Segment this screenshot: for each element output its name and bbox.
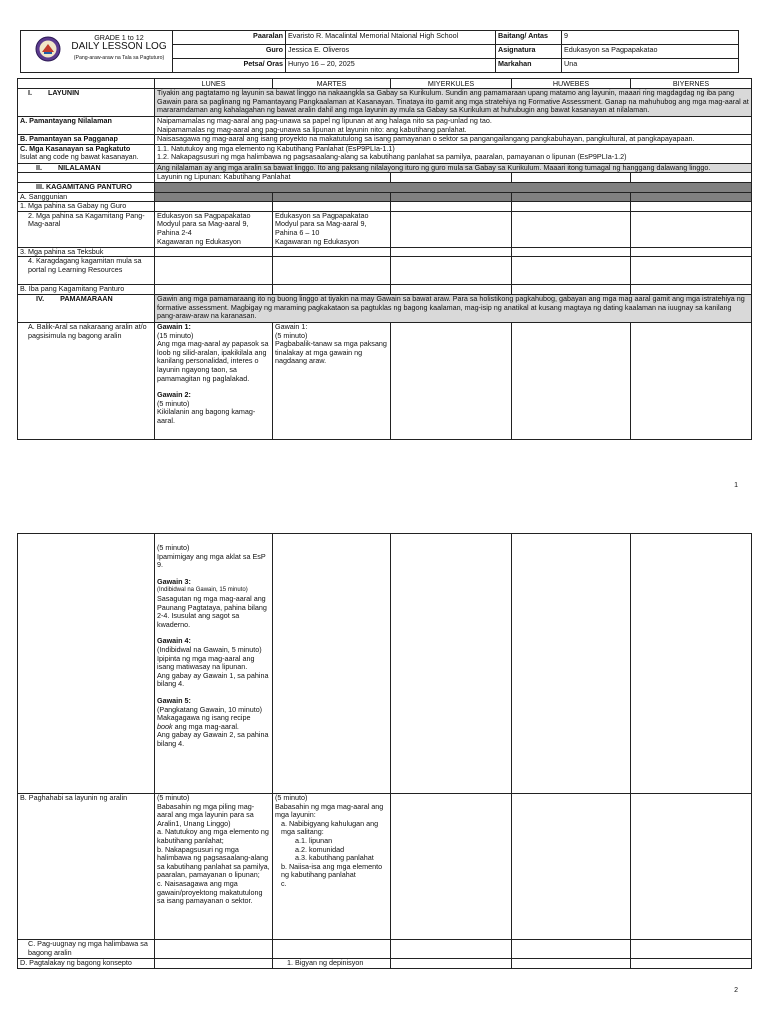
dll-subtitle: (Pang-araw-araw na Tala sa Pagtuturo) (73, 55, 165, 61)
balik-aral-martes-line: (5 minuto) (275, 330, 308, 340)
kagamitan-martes-line: Pahina 6 – 10 (275, 227, 320, 237)
gawain-5-line: Ang gabay ay Gawain 2, sa pahina bilang 4. (157, 730, 269, 748)
balik-aral-martes (273, 322, 391, 439)
gawain-5-line: Makagagawa ng isang recipe (157, 713, 251, 723)
day-biyernes: BIYERNES (631, 79, 752, 89)
nilalaman-text: Ang nilalaman ay ang mga aralin sa bawat linggo. Ito ang paksang nilalayong ituro ng guro mula sa Gabay sa Kurikulum. Maaari itong tumagal ng hanggang dalawang linggo. (155, 163, 752, 173)
balik-aral-label: A. Balik-Aral sa nakaraang aralin at/o pagsisimula ng bagong aralin (18, 322, 155, 439)
gawain-5-italic: book (157, 721, 173, 731)
gabay-label: 1. Mga pahina sa Gabay ng Guro (18, 202, 155, 212)
kasanayan-line: 1.1. Natutukoy ang mga elemento ng Kabutihang Panlahat (EsP9PLIa-1.1) (157, 144, 395, 153)
kagamitan-martes (273, 211, 391, 247)
gawain-4-line: Ipipinta ng mga mag-aaral ang isang matiwasay na lipunan. (157, 653, 255, 672)
header-table (20, 30, 739, 73)
pamantayan-pagganap-text: Naisasagawa ng mag-aaral ang isang proyekto na makatutulong sa isang pamayanan o sektor sa pangangailangang pangkabuhayan, pangkultural, at pangkapayapaan. (155, 135, 752, 145)
baitang-value: 9 (562, 31, 739, 45)
lesson-table-page-1 (17, 78, 752, 440)
gawain-2-title: Gawain 2: (157, 390, 191, 400)
gawain-4-line: Ang gabay ay Gawain 1, sa pahina bilang 4. (157, 670, 269, 689)
cont-intro-line: Ipamimigay ang mga aklat sa EsP 9. (157, 551, 266, 570)
markahan-value: Una (562, 59, 739, 73)
kagamitan-lunes-line: Modyul para sa Mag-aaral 9, (157, 219, 249, 229)
paghahabi-martes-sub: a.2. komunidad (295, 844, 345, 854)
paghahabi-lunes-line: paaralan, pamayanan o lipunan; (157, 870, 260, 880)
gawain-3-line: Sasagutan ng mga mag-aaral ang Paunang Pagtataya, pahina bilang 2-4. Isusulat ang sagot sa kwaderno. (157, 593, 267, 629)
kagamitan-lunes (155, 211, 273, 247)
kagamitan-martes-line: Modyul para sa Mag-aaral 9, (275, 219, 367, 229)
paghahabi-martes-a: a. Nabibigyang kahulugan ang mga salitang: (281, 818, 379, 837)
gawain-5-title: Gawain 5: (157, 695, 191, 705)
paghahabi-lunes-line: (5 minuto) (157, 793, 190, 802)
pamantayan-pagganap-label: B. Pamantayan sa Pagganap (18, 135, 155, 145)
pag-uugnay-label: C. Pag-uugnay ng mga halimbawa sa bagong aralin (18, 940, 155, 959)
pamantayang-nilalaman-text (155, 117, 752, 135)
kagamitan-martes-line: Edukasyon sa Pagpapakatao (275, 211, 369, 220)
gawain-5-after: ang mga mag-aaral. (172, 721, 239, 731)
page-number: 2 (734, 987, 738, 994)
days-header-row (18, 79, 752, 89)
grade-text: GRADE 1 to 12 (94, 33, 144, 42)
kasanayan-sub: Isulat ang code ng bawat kasanayan. (20, 152, 139, 162)
guro-label: Guro (173, 45, 286, 59)
pamamaraan-text: Gawin ang mga pamamaraang ito ng buong linggo at tiyakin na may Gawain sa bawat araw. Para sa holistikong pagkahubog, gabayan ang mga mag aaral gamit ang mga istratehiya ng formative assessment. Magbigay ng maraming pagkakataon sa pagtuklas ng bagong kaalaman, mag-isip ng anatikal at kusang magtaya ng dating kaalaman na iuugnay sa kanilang pang-araw-araw na karanasan. (155, 294, 752, 322)
pamamaraan-label: IV. PAMAMARAAN (18, 294, 155, 322)
iba-pang-label: B. Iba pang Kagamitang Panturo (18, 285, 155, 295)
paghahabi-martes-sub: a.1. lipunan (295, 835, 333, 845)
kagamitan-martes-line: Kagawaran ng Edukasyon (275, 236, 359, 246)
teksbuk-label: 3. Mga pahina sa Teksbuk (18, 247, 155, 257)
gawain-3-title: Gawain 3: (157, 576, 191, 586)
day-huwebes: HUWEBES (512, 79, 631, 89)
kagamitan-lunes-line: Edukasyon sa Pagpapakatao (157, 211, 251, 220)
nilalaman-label: II. NILALAMAN (18, 163, 155, 173)
paghahabi-lunes-line: Babasahin ng mga piling mag-aaral ang mga layunin para sa Aralin1, Unang Linggo) (157, 801, 255, 828)
kagamitan-lunes-line: Kagawaran ng Edukasyon (157, 236, 241, 246)
kasanayan-text (155, 144, 752, 163)
balik-aral-lunes (155, 322, 273, 439)
kagamitan-banner (155, 182, 752, 192)
paghahabi-martes-sub: a.3. kabutihang panlahat (295, 853, 374, 863)
pamantayang-nilalaman-line: Naipamamalas ng mag-aaral ang pag-unawa sa papel ng lipunan at ang halaga nito sa pag-unlad ng tao. (157, 116, 492, 125)
pagtalakay-martes: 1. Bigyan ng depinisyon (273, 959, 391, 969)
gawain-4-title: Gawain 4: (157, 636, 191, 646)
cont-lunes (155, 534, 273, 794)
cont-intro-line: (5 minuto) (157, 543, 190, 552)
kagamitan-lunes-line: Pahina 2-4 (157, 227, 192, 237)
petsa-value: Hunyo 16 – 20, 2025 (286, 59, 496, 73)
balik-aral-martes-line: Pagbabalik-tanaw sa mga paksang tinalakay at mga gawain ng nagdaang araw. (275, 339, 387, 366)
header-brand (21, 31, 173, 73)
page-2 (0, 527, 768, 1024)
baitang-label: Baitang/ Antas (496, 31, 562, 45)
markahan-label: Markahan (496, 59, 562, 73)
paghahabi-martes-line: (5 minuto) (275, 793, 308, 802)
kagamitan-label: III. KAGAMITANG PANTURO (18, 182, 155, 192)
paghahabi-martes-b: b. Naiisa-isa ang mga elemento ng kabutihang panlahat (281, 861, 383, 880)
page-number: 1 (734, 482, 738, 489)
gawain-4-line: (Indibidwal na Gawain, 5 minuto) (157, 644, 262, 654)
layunin-text: Tiyakin ang pagtatamo ng layunin sa bawat linggo na nakaangkla sa Gabay sa Kurikulum. Sundin ang pamamaraan upang matamo ang layunin, maaari ring magdagdag ng iba pang Gawain para sa paglinang ng Pamantayang Pangkaalaman at Kasanayan. Tinataya ito gamit ang mga stratehiya ng Formative Assessment. Ganap na mahuhubog ang mga mag-aaral at mararamdaman ang kahalagahan ng bawat aralin dahil ang mga layunin ay mula sa Gabay sa Kurikulum at huhubugin ang bawat kasanayan at nilalaman. (155, 89, 752, 117)
paghahabi-label: B. Paghahabi sa layunin ng aralin (18, 794, 155, 940)
paaralan-value: Evaristo R. Macalintal Memorial Ntaional High School (286, 31, 496, 45)
deped-seal-icon (35, 36, 61, 62)
paghahabi-martes-c: c. (281, 878, 287, 888)
pagtalakay-label: D. Pagtalakay ng bagong konsepto (18, 959, 155, 969)
paghahabi-martes-line: Babasahin ng mga mag-aaral ang mga layunin: (275, 801, 384, 820)
gawain-2-line: (5 minuto) (157, 398, 190, 408)
kasanayan-line: 1.2. Nakapagsusuri ng mga halimbawa ng pagsasaalang-alang sa kabutihang panlahat sa pamilya, paaralan, pamayanan o lipunan (EsP9PLIa-1.2) (157, 152, 627, 162)
gawain-3-note: (Indibidwal na Gawain, 15 minuto) (157, 587, 248, 594)
day-lunes: LUNES (155, 79, 273, 89)
paghahabi-lunes-line: c. Naisasagawa ang mga gawain/proyektong makatutulong sa isang pamayanan o sektor. (157, 878, 263, 906)
paghahabi-lunes-line: b. Nakapagsusuri ng mga halimbawa ng pagsasaalang-alang sa kabutihang panlahat sa pamilya, (157, 844, 270, 871)
gawain-1-line: (15 minuto) (157, 330, 194, 340)
dll-title: DAILY LESSON LOG (71, 41, 167, 52)
sanggunian-label: A. Sanggunian (18, 192, 155, 202)
karagdagang-label: 4. Karagdagang kagamitan mula sa portal ng Learning Resources (18, 257, 155, 285)
kasanayan-label: C. Mga Kasanayan sa Pagkatuto (20, 144, 131, 153)
balik-aral-martes-line: Gawain 1: (275, 322, 308, 331)
kagamitan-pahina-label: 2. Mga pahina sa Kagamitang Pang-Mag-aaral (18, 211, 155, 247)
page-1 (0, 0, 768, 497)
asignatura-value: Edukasyon sa Pagpapakatao (562, 45, 739, 59)
gawain-1-title: Gawain 1: (157, 322, 191, 331)
nilalaman-topic: Layunin ng Lipunan: Kabutihang Panlahat (155, 173, 391, 183)
petsa-label: Petsa/ Oras (173, 59, 286, 73)
gawain-1-line: Ang mga mag-aaral ay papasok sa loob ng silid-aralan, ipakikilala ang kanilang personalidad, interes o layunin ngayong taon, sa pamamagitan ng paglalakad. (157, 339, 269, 383)
gawain-5-line: (Pangkatang Gawain, 10 minuto) (157, 704, 263, 714)
day-miyerkules: MIYERKULES (391, 79, 512, 89)
paghahabi-lunes (155, 794, 273, 940)
layunin-label: I. LAYUNIN (18, 89, 155, 117)
pamantayang-nilalaman-line: Naipamamalas ng mag-aaral ang pag-unawa sa lipunan at layunin nito: ang kabutihang panlahat. (157, 124, 467, 134)
paghahabi-martes (273, 794, 391, 940)
lesson-table-page-2 (17, 533, 752, 969)
asignatura-label: Asignatura (496, 45, 562, 59)
kasanayan-label-cell (18, 144, 155, 163)
paghahabi-lunes-line: a. Natutukoy ang mga elemento ng kabutihang panlahat; (157, 827, 269, 845)
pamantayang-nilalaman-label: A. Pamantayang Nilalaman (18, 117, 155, 135)
paaralan-label: Paaralan (173, 31, 286, 45)
gawain-2-line: Kikilalanin ang bagong kamag-aaral. (157, 407, 256, 425)
day-martes: MARTES (273, 79, 391, 89)
guro-value: Jessica E. Oliveros (286, 45, 496, 59)
